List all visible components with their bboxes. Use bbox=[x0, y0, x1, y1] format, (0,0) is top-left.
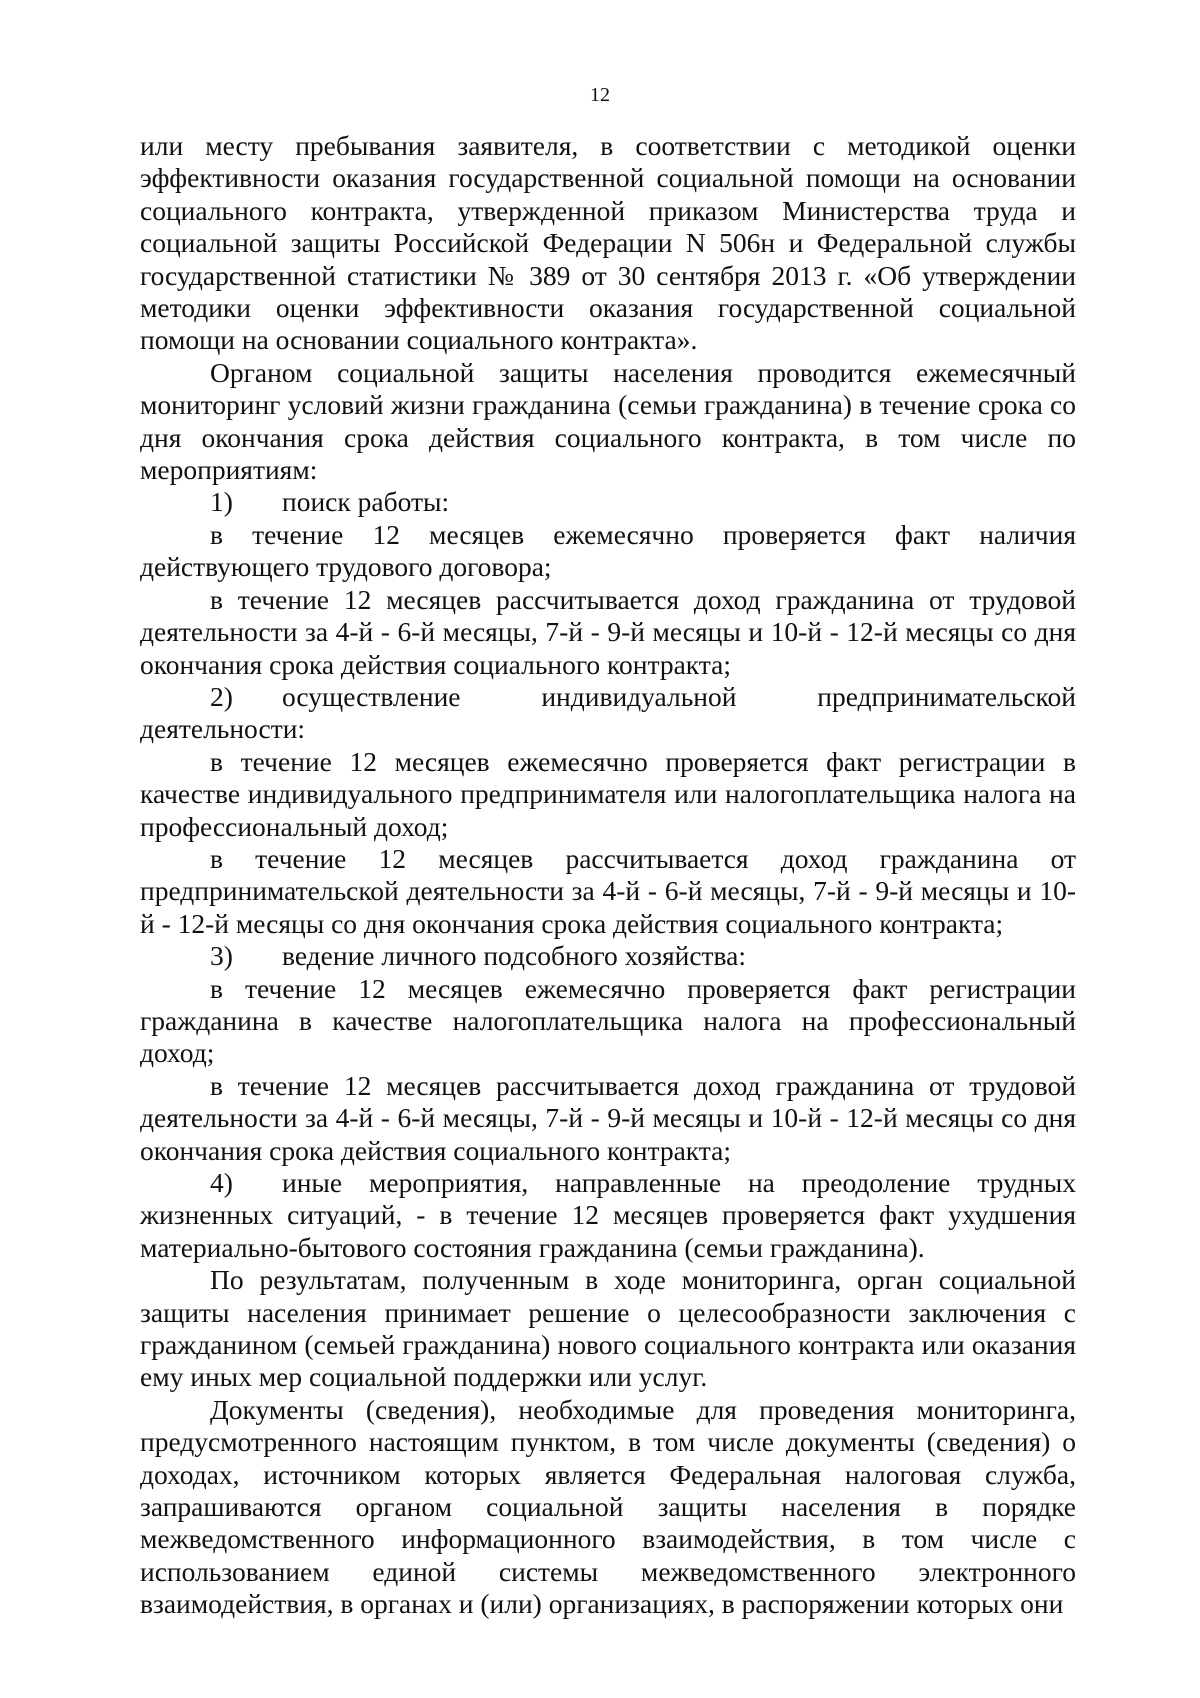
item-number: 3) bbox=[210, 940, 233, 972]
paragraph-documents-requests: Документы (сведения), необходимые для проведения мониторинга, предусмотренного настоящим пунктом, в том числе документы (сведения) о доходах, источником которых является Федеральная налоговая служба, запрашиваются органом социальной защиты населения в порядке межведомственного информационного взаимодействия, в том числе с использованием единой системы межведомственного электронного взаимодействия, в органах и (или) организациях, в распоряжении которых они bbox=[140, 1393, 1076, 1620]
item-number: 1) bbox=[210, 486, 233, 518]
paragraph-methodology: или месту пребывания заявителя, в соответствии с методикой оценки эффективности оказания государственной социальной помощи на основании социального контракта, утвержденной приказом Министерства труда и социальной защиты Российской Федерации N 506н и Федеральной службы государственной статистики № 389 от 30 сентября 2013 г. «Об утверждении методики оценки эффективности оказания государственной социальной помощи на основании социального контракта». bbox=[140, 130, 1076, 356]
item-number: 4) bbox=[210, 1167, 233, 1198]
list-item-1 bbox=[140, 486, 1076, 518]
list-item-text: ведение личного подсобного хозяйства: bbox=[282, 940, 747, 972]
paragraph-entrepreneur-registration: в течение 12 месяцев ежемесячно проверяется факт регистрации в качестве индивидуального предпринимателя или налогоплательщика налога на профессиональный доход; bbox=[140, 745, 1076, 842]
item-number: 2) bbox=[210, 680, 233, 712]
list-item-3 bbox=[140, 940, 1076, 972]
paragraph-employment-income: в течение 12 месяцев рассчитывается доход гражданина от трудовой деятельности за 4-й - 6-й месяцы, 7-й - 9-й месяцы и 10-й - 12-й месяцы со дня окончания срока действия социального контракта; bbox=[140, 583, 1076, 680]
paragraph-household-income: в течение 12 месяцев рассчитывается доход гражданина от трудовой деятельности за 4-й - 6-й месяцы, 7-й - 9-й месяцы и 10-й - 12-й месяцы со дня окончания срока действия социального контракта; bbox=[140, 1069, 1076, 1166]
list-item-text: поиск работы: bbox=[282, 486, 450, 518]
paragraph-monitoring: Органом социальной защиты населения проводится ежемесячный мониторинг условий жизни гражданина (семьи гражданина) в течение срока со дня окончания срока действия социального контракта, в том числе по мероприятиям: bbox=[140, 356, 1076, 486]
list-item-text: осуществление индивидуальной предпринимательской деятельности: bbox=[140, 680, 1076, 745]
paragraph-household-registration: в течение 12 месяцев ежемесячно проверяется факт регистрации гражданина в качестве налогоплательщика налога на профессиональный доход; bbox=[140, 972, 1076, 1069]
list-item-2 bbox=[140, 681, 1076, 746]
paragraph-employment-contract: в течение 12 месяцев ежемесячно проверяется факт наличия действующего трудового договора; bbox=[140, 518, 1076, 583]
list-item-4 bbox=[140, 1167, 1076, 1264]
document-body bbox=[140, 130, 1076, 1621]
page-number: 12 bbox=[590, 84, 610, 106]
list-item-text: иные мероприятия, направленные на преодоление трудных жизненных ситуаций, - в течение 12 месяцев проверяется факт ухудшения материально-бытового состояния гражданина (семьи гражданина). bbox=[140, 1167, 1076, 1263]
paragraph-monitoring-results: По результатам, полученным в ходе мониторинга, орган социальной защиты населения принимает решение о целесообразности заключения с гражданином (семьей гражданина) нового социального контракта или оказания ему иных мер социальной поддержки или услуг. bbox=[140, 1264, 1076, 1393]
paragraph-entrepreneur-income: в течение 12 месяцев рассчитывается доход гражданина от предпринимательской деятельности за 4-й - 6-й месяцы, 7-й - 9-й месяцы и 10-й - 12-й месяцы со дня окончания срока действия социального контракта; bbox=[140, 842, 1076, 939]
